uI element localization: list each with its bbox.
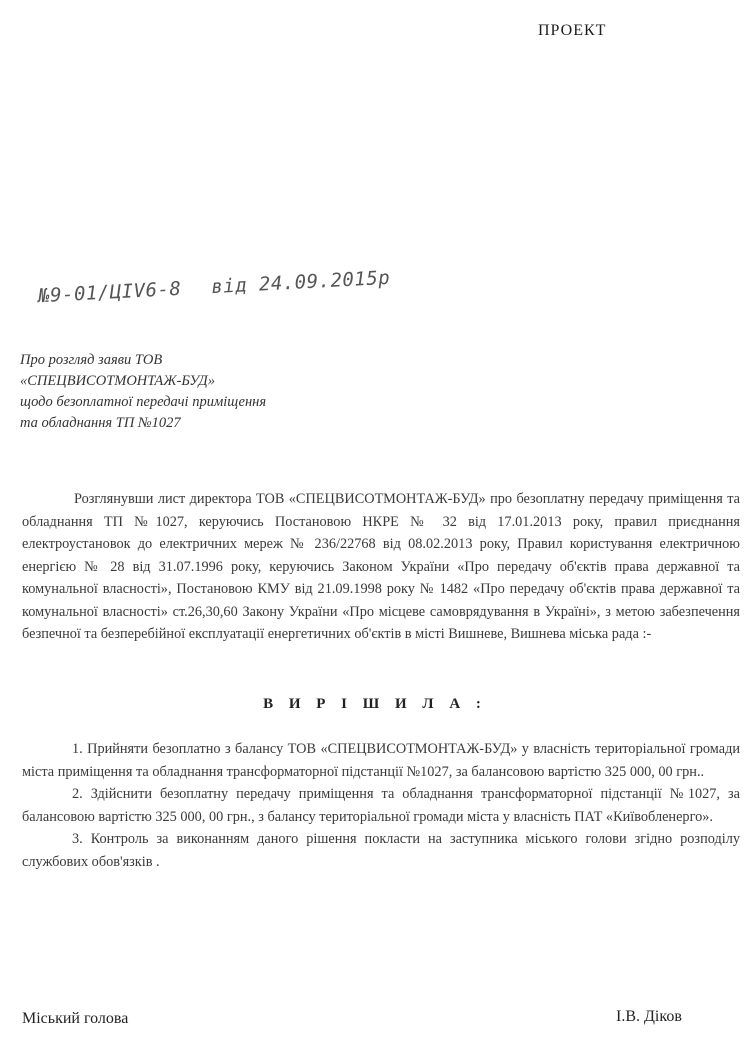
preamble-section [22, 488, 740, 646]
decision-items [22, 738, 740, 873]
document-subject [20, 350, 380, 434]
registration-date: від 24.09.2015р [210, 266, 391, 299]
handwritten-registration [38, 267, 391, 307]
subject-line: та обладнання ТП №1027 [20, 415, 181, 431]
subject-line: «СПЕЦВИСОТМОНТАЖ-БУД» [20, 373, 216, 389]
subject-line: щодо безоплатної передачі приміщення [20, 394, 267, 410]
signature-title: Міський голова [22, 1010, 129, 1027]
decision-heading: В И Р І Ш И Л А : [263, 696, 487, 712]
decision-item: 2. Здійснити безоплатну передачу приміщення та обладнання трансформаторної підстанції №1027, за балансовою вартістю 325 000, 00 грн., з балансу територіальної громади міста у власність ПАТ «Київобленерго». [22, 786, 740, 825]
preamble-paragraph: Розглянувши лист директора ТОВ «СПЕЦВИСОТМОНТАЖ-БУД» про безоплатну передачу приміщення та обладнання ТП №1027, керуючись Постановою НКРЕ № 32 від 17.01.2013 року, правил приєднання електроустановок до електричних мереж № 236/22768 від 08.02.2013 року, Правил користування електричною енергією № 28 від 31.07.1996 року, керуючись Законом України «Про передачу об'єктів права державної та комунальної власності», Постановою КМУ від 21.09.1998 року № 1482 «Про передачу об'єктів права державної та комунальної власності» ст.26,30,60 Закону України «Про місцеве самоврядування в Україні», з метою забезпечення безпечної та безперебійної експлуатації енергетичних об'єктів в місті Вишневе, Вишнева міська рада :- [22, 491, 740, 642]
subject-line: Про розгляд заяви ТОВ [20, 352, 163, 368]
signature-name: І.В. Діков [616, 1008, 682, 1025]
decision-item: 3. Контроль за виконанням даного рішення покласти на заступника міського голови згідно розподілу службових обов'язків . [22, 831, 740, 870]
registration-number: №9-01/ЦІV6-8 [37, 277, 182, 308]
decision-item: 1. Прийняти безоплатно з балансу ТОВ «СПЕЦВИСОТМОНТАЖ-БУД» у власність територіальної громади міста приміщення та обладнання трансформаторної підстанції №1027, за балансовою вартістю 325 000, 00 грн.. [22, 741, 740, 780]
project-stamp: ПРОЕКТ [538, 22, 607, 39]
